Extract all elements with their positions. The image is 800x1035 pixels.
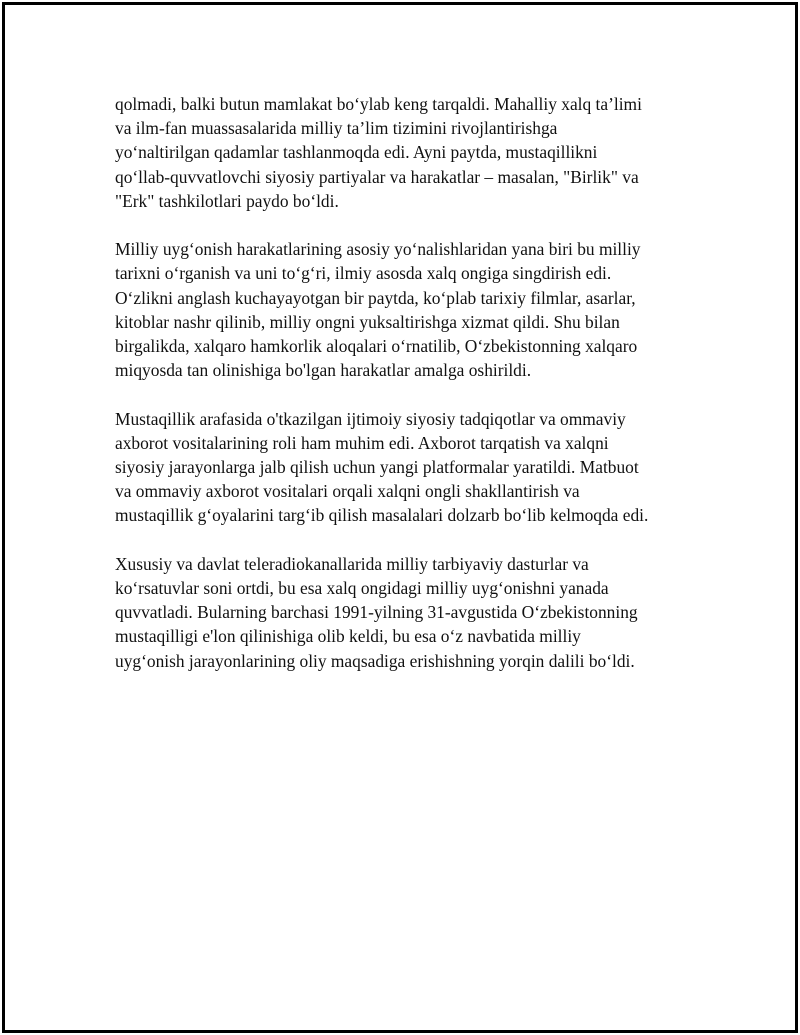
paragraph-2: Milliy uyg‘onish harakatlarining asosiy yo‘nalishlaridan yana biri bu milliy tarixni o‘rganish va uni to‘g‘ri, ilmiy asosda xalq ongiga singdirish edi. O‘zlikni anglash kuchayayotgan bir paytda, ko‘plab tarixiy filmlar, asarlar, kitoblar nashr qilinib, milliy ongni yuksaltirishga xizmat qildi. Shu bilan birgalikda, xalqaro hamkorlik aloqalari o‘rnatilib, O‘zbekistonning xalqaro miqyosda tan olinishiga bo'lgan harakatlar amalga oshirildi. [115,239,641,381]
paragraph-3: Mustaqillik arafasida o'tkazilgan ijtimoiy siyosiy tadqiqotlar va ommaviy axborot vositalarining roli ham muhim edi. Axborot tarqatish va xalqni siyosiy jarayonlarga jalb qilish uchun yangi platformalar yaratildi. Matbuot va ommaviy axborot vositalari orqali xalqni ongli shakllantirish va mustaqillik g‘oyalarini targ‘ib qilish masalalari dolzarb bo‘lib kelmoqda edi. [115,408,649,526]
document-body [115,92,705,697]
paragraph-4: Xususiy va davlat teleradiokanallarida milliy tarbiyaviy dasturlar va ko‘rsatuvlar soni ortdi, bu esa xalq ongidagi milliy uyg‘onishni yanada quvvatladi. Bularning barchasi 1991-yilning 31-avgustida O‘zbekistonning mustaqilligi e'lon qilinishiga olib keldi, bu esa o‘z navbatida milliy uyg‘onish jarayonlarining oliy maqsadiga erishishning yorqin dalili bo‘ldi. [115,553,638,671]
paragraph-1: qolmadi, balki butun mamlakat bo‘ylab keng tarqaldi. Mahalliy xalq ta’limi va ilm-fan muassasalarida milliy ta’lim tizimini rivojlantirishga yo‘naltirilgan qadamlar tashlanmoqda edi. Ayni paytda, mustaqillikni qo‘llab-quvvatlovchi siyosiy partiyalar va harakatlar – masalan, "Birlik" va "Erk" tashkilotlari paydo bo‘ldi. [115,94,642,211]
